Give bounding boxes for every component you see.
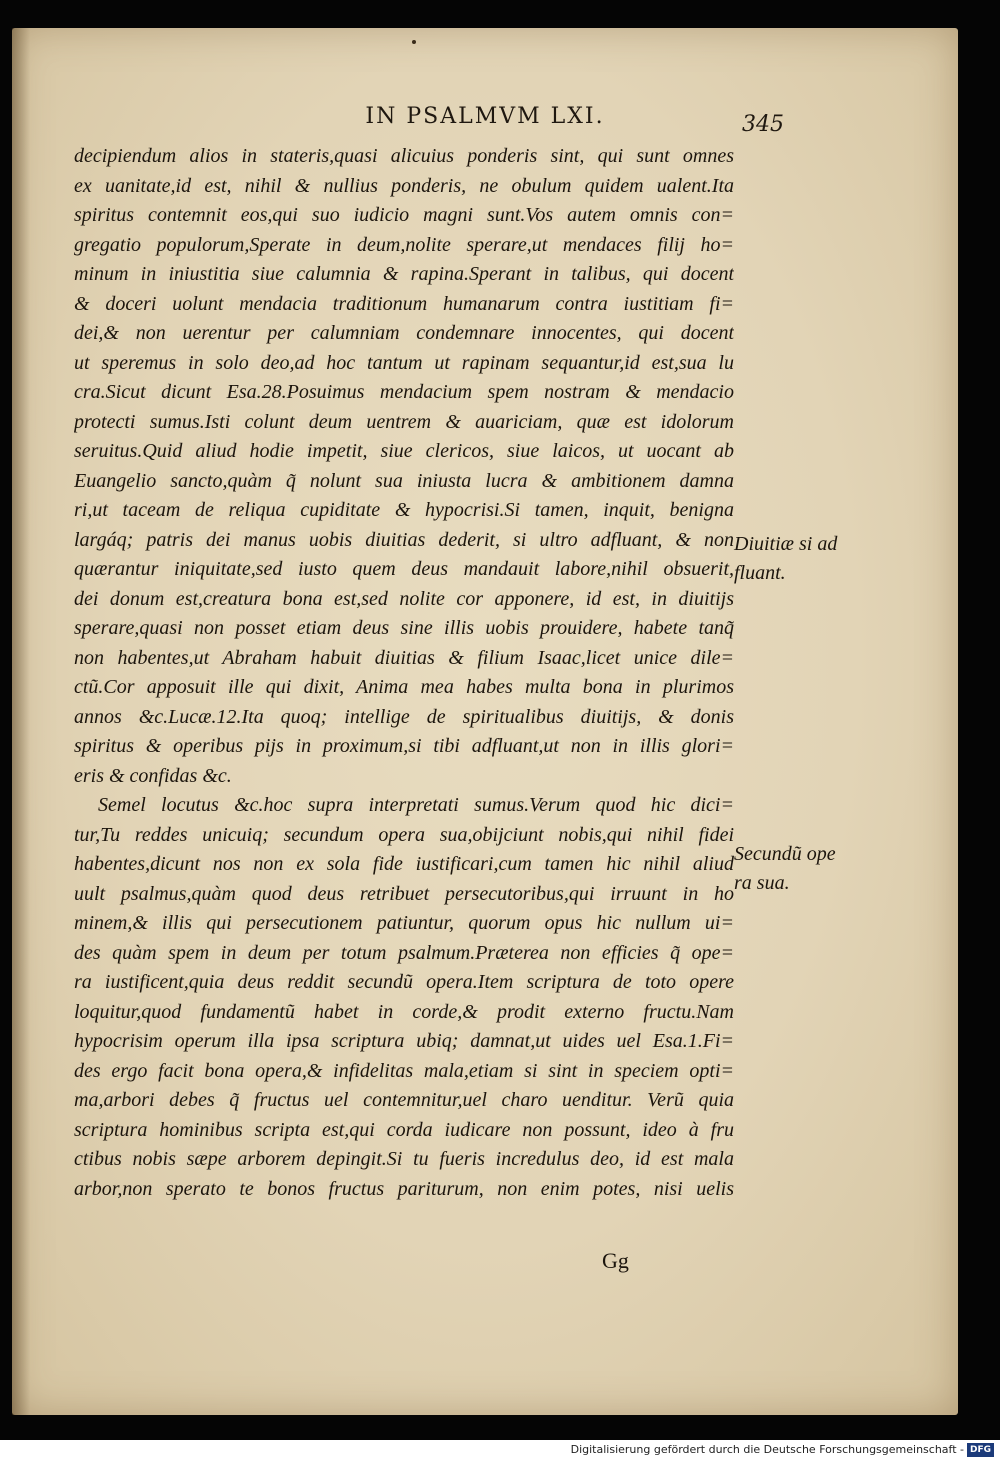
dfg-logo-icon: DFG — [967, 1443, 994, 1457]
page-number: 345 — [742, 112, 784, 137]
margin-note-line: Diuitiæ si ad — [734, 533, 838, 555]
signature-mark: Gg — [602, 1248, 629, 1273]
text-line: ctibus nobis sæpe arborem depingit.Si tu fueris incredulus deo, id est mala — [74, 1148, 734, 1170]
text-line: loquitur,quod fundamentũ habet in corde,& prodit externo fructu.Nam — [74, 1000, 734, 1023]
text-line: ctũ.Cor apposuit ille qui dixit, Anima mea habes multa bona in plurimos — [74, 676, 734, 698]
text-line: tur,Tu reddes unicuiq; secundum opera sua,obijciunt nobis,qui nihil fidei — [74, 823, 734, 846]
text-line: ri,ut taceam de reliqua cupiditate & hypocrisi.Si tamen, inquit, benigna — [74, 499, 734, 521]
text-line: non habentes,ut Abraham habuit diuitias & filium Isaac,licet unice dile= — [74, 646, 734, 669]
text-line: ma,arbori debes q̃ fructus uel contemnitur,uel charo uenditur. Verũ quia — [74, 1089, 734, 1111]
funding-credit: Digitalisierung gefördert durch die Deutsche Forschungsgemeinschaft - — [570, 1443, 964, 1456]
text-line: dei donum est,creatura bona est,sed nolite cor apponere, id est, in diuitijs — [74, 587, 734, 610]
margin-note-secundum-opera — [734, 840, 836, 898]
text-line: sperare,quasi non posset etiam deus sine illis uobis prouidere, habete tanq̃ — [74, 617, 734, 639]
text-line: Euangelio sancto,quàm q̃ nolunt sua iniusta lucra & ambitionem damna — [74, 469, 734, 492]
page-gutter-shadow — [12, 28, 30, 1415]
body-text — [74, 142, 734, 1204]
text-line: largáq; patris dei manus uobis diuitias dederit, si ultro adfluant, & non — [74, 528, 734, 551]
text-line: cra.Sicut dicunt Esa.28.Posuimus mendacium spem nostram & mendacio — [74, 381, 734, 403]
text-line: annos &c.Lucæ.12.Ita quoq; intellige de spiritualibus diuitijs, & donis — [74, 705, 734, 728]
text-line: gregatio populorum,Sperate in deum,nolite sperare,ut mendaces filij ho= — [74, 233, 734, 256]
text-line: seruitus.Quid aliud hodie impetit, siue clericos, siue laicos, ut uocant ab — [74, 440, 734, 462]
margin-note-line: ra sua. — [734, 872, 790, 894]
text-line: ra iustificent,quia deus reddit secundũ opera.Item scriptura de toto opere — [74, 971, 734, 993]
text-line: minem,& illis qui persecutionem patiuntur, quorum opus hic nullum ui= — [74, 912, 734, 934]
text-line: dei,& non uerentur per calumniam condemnare innocentes, qui docent — [74, 322, 734, 344]
text-line: minum in iniustitia siue calumnia & rapina.Sperant in talibus, qui docent — [74, 263, 734, 285]
margin-note-line: fluant. — [734, 562, 786, 584]
text-line: uult psalmus,quàm quod deus retribuet persecutoribus,qui irruunt in ho — [74, 882, 734, 905]
text-line: & doceri uolunt mendacia traditionum humanarum contra iustitiam fi= — [74, 292, 734, 315]
margin-note-line: Secundũ ope — [734, 843, 836, 865]
text-line: arbor,non sperato te bonos fructus pariturum, non enim potes, nisi uelis — [74, 1177, 734, 1200]
text-line: protecti sumus.Isti colunt deum uentrem & auariciam, quæ est idolorum — [74, 410, 734, 433]
text-line: decipiendum alios in stateris,quasi alicuius ponderis sint, qui sunt omnes — [74, 145, 734, 167]
text-line: des ergo facit bona opera,& infidelitas mala,etiam si sint in speciem opti= — [74, 1059, 734, 1082]
text-line: des quàm spem in deum per totum psalmum.Præterea non efficies q̃ ope= — [74, 941, 734, 964]
text-line: spiritus & operibus pijs in proximum,si tibi adfluant,ut non in illis glori= — [74, 735, 734, 757]
running-head: IN PSALMVM LXI. — [365, 104, 605, 129]
text-line: scriptura hominibus scripta est,qui corda iudicare non possunt, ideo à fru — [74, 1118, 734, 1141]
ink-spot — [412, 40, 416, 44]
text-line: ex uanitate,id est, nihil & nullius ponderis, ne obulum quidem ualent.Ita — [74, 174, 734, 197]
text-line: hypocrisim operum illa ipsa scriptura ubiq; damnat,ut uides uel Esa.1.Fi= — [74, 1030, 734, 1052]
text-line: ut speremus in solo deo,ad hoc tantum ut rapinam sequantur,id est,sua lu — [74, 351, 734, 374]
book-page — [12, 28, 958, 1415]
footer-bar — [0, 1440, 1000, 1462]
text-line: eris & confidas &c. — [74, 764, 232, 787]
text-line: spiritus contemnit eos,qui suo iudicio magni sunt.Vos autem omnis con= — [74, 204, 734, 226]
text-line: Semel locutus &c.hoc supra interpretati sumus.Verum quod hic dici= — [98, 794, 734, 816]
text-line: quærantur iniquitate,sed iusto quem deus mandauit labore,nihil obsuerit, — [74, 558, 734, 580]
margin-note-diuitiae — [734, 530, 837, 588]
text-line: habentes,dicunt nos non ex sola fide iustificari,cum tamen hic nihil aliud — [74, 853, 734, 875]
